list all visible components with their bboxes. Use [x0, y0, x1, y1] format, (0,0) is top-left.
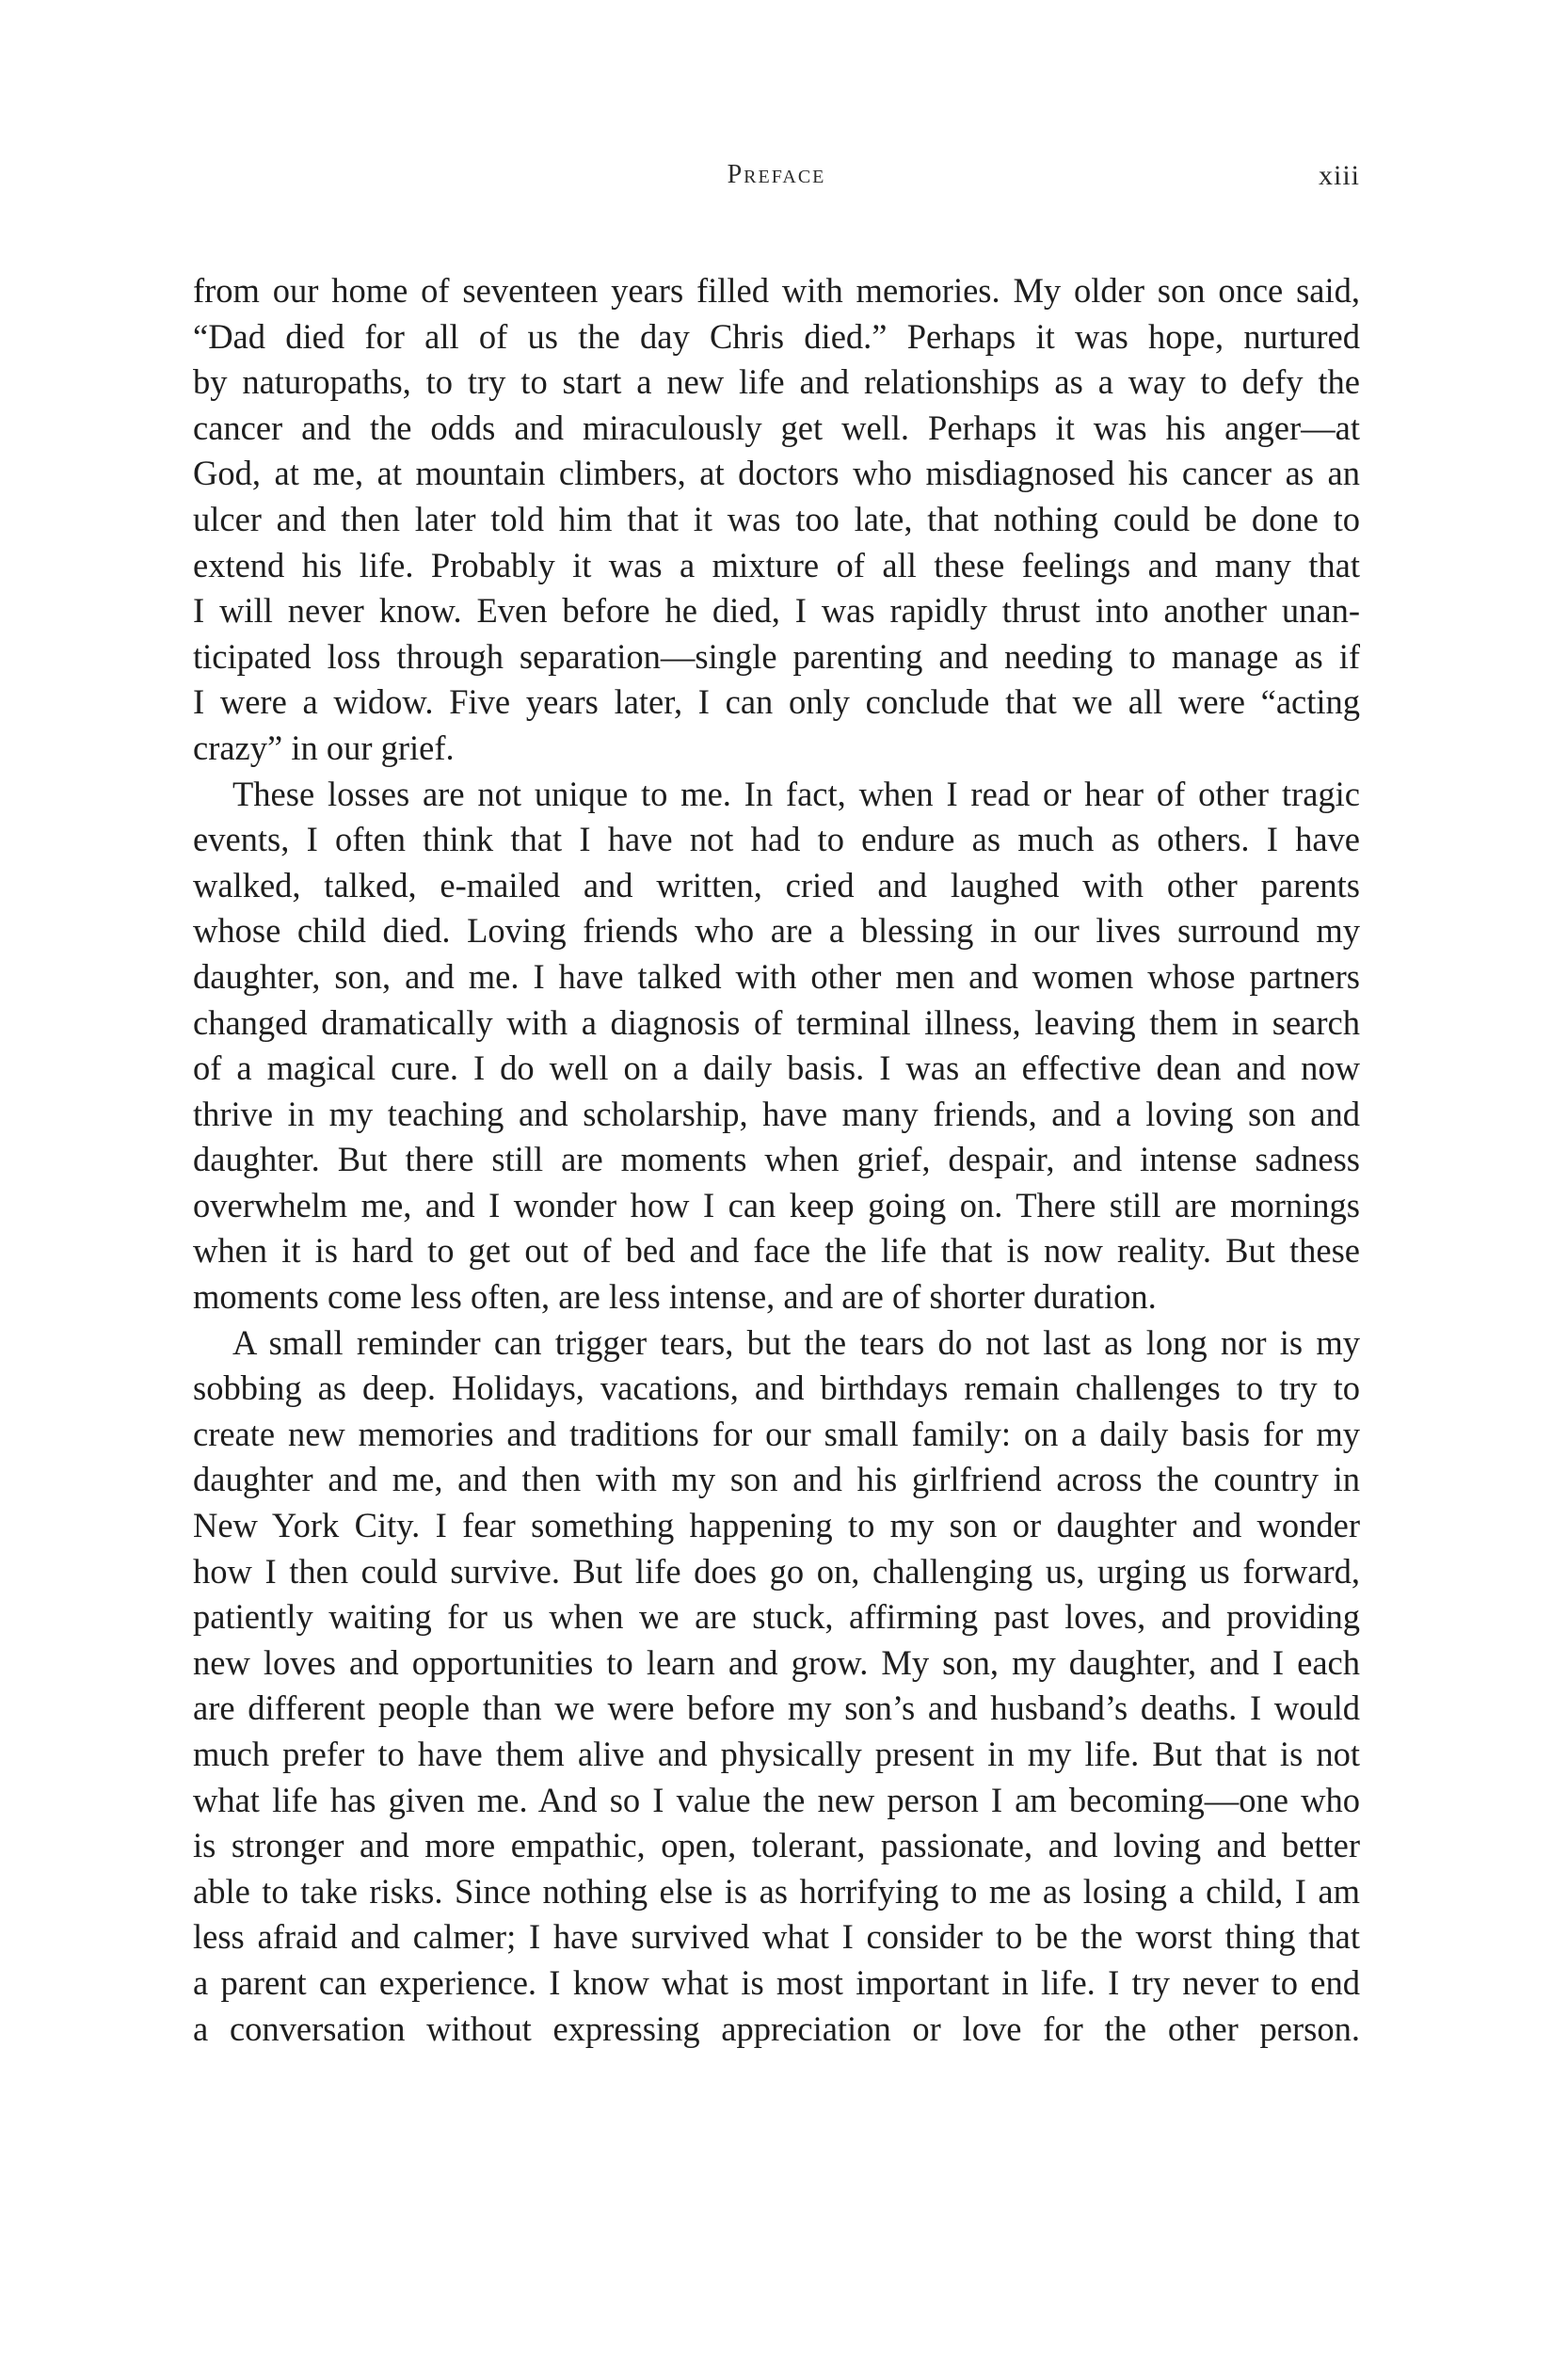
text-line: changed dramatically with a diagnosis of terminal illness, leaving them in search: [193, 1002, 1360, 1042]
text-line: when it is hard to get out of bed and face the life that is now reality. But these: [193, 1231, 1360, 1271]
text-line: moments come less often, are less intense, and are of shorter duration.: [193, 1277, 1157, 1317]
text-line: patiently waiting for us when we are stuck, affirming past loves, and providing: [193, 1597, 1360, 1637]
text-line: cancer and the odds and miraculously get well. Perhaps it was his anger—at: [193, 408, 1360, 447]
text-line: daughter. But there still are moments when grief, despair, and intense sadness: [193, 1140, 1360, 1179]
text-line: how I then could survive. But life does go on, challenging us, urging us forward,: [193, 1551, 1360, 1591]
page-number: xiii: [1318, 160, 1360, 191]
text-line: daughter, son, and me. I have talked with other men and women whose partners: [193, 956, 1360, 996]
text-line: God, at me, at mountain climbers, at doctors who misdiagnosed his cancer as an: [193, 454, 1360, 493]
text-line: is stronger and more empathic, open, tolerant, passionate, and loving and better: [193, 1826, 1360, 1865]
text-line: much prefer to have them alive and physically present in my life. But that is not: [193, 1735, 1360, 1773]
running-head: [193, 160, 1360, 207]
text-line: I were a widow. Five years later, I can only conclude that we all were “acting: [193, 682, 1360, 722]
text-line: able to take risks. Since nothing else is as horrifying to me as losing a child, I am: [193, 1871, 1360, 1911]
text-line: events, I often think that I have not had to endure as much as others. I have: [193, 820, 1360, 859]
text-line: create new memories and traditions for our small family: on a daily basis for my: [193, 1414, 1360, 1453]
text-line: extend his life. Probably it was a mixture of all these feelings and many that: [193, 545, 1360, 584]
running-head-title: Preface: [727, 160, 826, 189]
text-line: crazy” in our grief.: [193, 728, 455, 767]
text-line: less afraid and calmer; I have survived what I consider to be the worst thing that: [193, 1917, 1360, 1957]
text-line: thrive in my teaching and scholarship, have many friends, and a loving son and: [193, 1094, 1360, 1133]
text-line: a parent can experience. I know what is most important in life. I try never to end: [193, 1962, 1360, 2002]
text-line: New York City. I fear something happening to my son or daughter and wonder: [193, 1506, 1360, 1545]
text-line: what life has given me. And so I value the new person I am becoming—one who: [193, 1780, 1360, 1819]
text-line: I will never know. Even before he died, I was rapidly thrust into another unan-: [193, 591, 1360, 631]
text-line: These losses are not unique to me. In fact, when I read or hear of other tragic: [232, 774, 1360, 813]
text-line: a conversation without expressing appreciation or love for the other person.: [193, 2008, 1360, 2048]
text-line: of a magical cure. I do well on a daily basis. I was an effective dean and now: [193, 1048, 1360, 1088]
text-line: ulcer and then later told him that it was too late, that nothing could be done to: [193, 499, 1360, 538]
text-line: A small reminder can trigger tears, but the tears do not last as long nor is my: [232, 1322, 1360, 1362]
text-line: whose child died. Loving friends who are a blessing in our lives surround my: [193, 911, 1360, 951]
text-line: ticipated loss through separation—single parenting and needing to manage as if: [193, 636, 1360, 676]
text-line: daughter and me, and then with my son and his girlfriend across the country in: [193, 1460, 1360, 1499]
text-line: from our home of seventeen years filled with memories. My older son once said,: [193, 271, 1360, 310]
text-line: are different people than we were before my son’s and husband’s deaths. I would: [193, 1688, 1360, 1728]
text-line: sobbing as deep. Holidays, vacations, and birthdays remain challenges to try to: [193, 1368, 1360, 1408]
text-line: walked, talked, e-mailed and written, cried and laughed with other parents: [193, 865, 1360, 904]
text-line: new loves and opportunities to learn and grow. My son, my daughter, and I each: [193, 1642, 1360, 1682]
text-line: overwhelm me, and I wonder how I can keep going on. There still are mornings: [193, 1185, 1360, 1224]
text-line: “Dad died for all of us the day Chris died.” Perhaps it was hope, nurtured: [193, 316, 1360, 356]
text-line: by naturopaths, to try to start a new life and relationships as a way to defy the: [193, 362, 1360, 402]
body-text: [193, 268, 1360, 2052]
